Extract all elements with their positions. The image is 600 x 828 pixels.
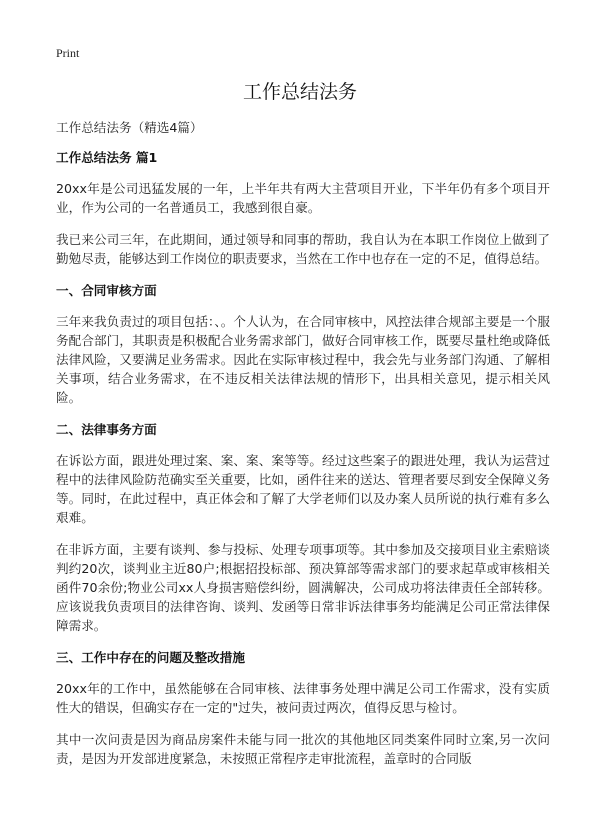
paragraph: 三年来我负责过的项目包括：、。个人认为，在合同审核中，风控法律合规部主要是一个服务配合部门，其职责是积极配合业务需求部门，做好合同审核工作，既要尽量杜绝或降低法律风险，又要满足业务需求。因此在实际审核过程中，我会先与业务部门沟通、了解相关事项，结合业务需求，在不违反相关法律法规的情形下，出具相关意见，提示相关风险。 (56, 314, 550, 405)
paragraph: 20xx年是公司迅猛发展的一年，上半年共有两大主营项目开业，下半年仍有多个项目开业，作为公司的一名普通员工，我感到很自豪。 (56, 181, 550, 215)
section-title: 工作总结法务 篇1 (56, 150, 158, 165)
document-body (56, 118, 550, 768)
document-subtitle: 工作总结法务（精选4篇） (56, 120, 203, 135)
paragraph: 在非诉方面，主要有谈判、参与投标、处理专项事项等。其中参加及交接项目业主索赔谈判约20次，谈判业主近80户;根据招投标部、预决算部等需求部门的要求起草或审核相关函件70余份;物业公司xx人身损害赔偿纠纷，圆满解决，公司成功将法律责任全部转移。应该说我负责项目的法律咨询、谈判、发函等日常非诉法律事务均能满足公司正常法律保障需求。 (56, 542, 550, 633)
print-link[interactable]: Print (56, 46, 80, 60)
page-title: 工作总结法务 (242, 81, 357, 103)
paragraph: 20xx年的工作中，虽然能够在合同审核、法律事务处理中满足公司工作需求，没有实质性大的错误，但确实存在一定的"过失，被问责过两次，值得反思与检讨。 (56, 681, 550, 715)
heading-contract-review: 一、合同审核方面 (56, 283, 157, 298)
paragraph: 我已来公司三年，在此期间，通过领导和同事的帮助，我自认为在本职工作岗位上做到了勤勉尽责，能够达到工作岗位的职责要求，当然在工作中也存在一定的不足，值得总结。 (56, 232, 550, 266)
paragraph: 其中一次问责是因为商品房案件未能与同一批次的其他地区同类案件同时立案,另一次问责，是因为开发部进度紧急，未按照正常程序走审批流程，盖章时的合同版 (56, 732, 550, 766)
paragraph: 在诉讼方面，跟进处理过案、案、案、案等等。经过这些案子的跟进处理，我认为运营过程中的法律风险防范确实至关重要，比如，函件往来的送达、管理者要尽到安全保障义务等。同时，在此过程中，真正体会和了解了大学老师们以及办案人员所说的执行难有多么艰难。 (56, 453, 550, 525)
heading-problems-and-fixes: 三、工作中存在的问题及整改措施 (56, 650, 245, 665)
heading-legal-affairs: 二、法律事务方面 (56, 422, 157, 437)
